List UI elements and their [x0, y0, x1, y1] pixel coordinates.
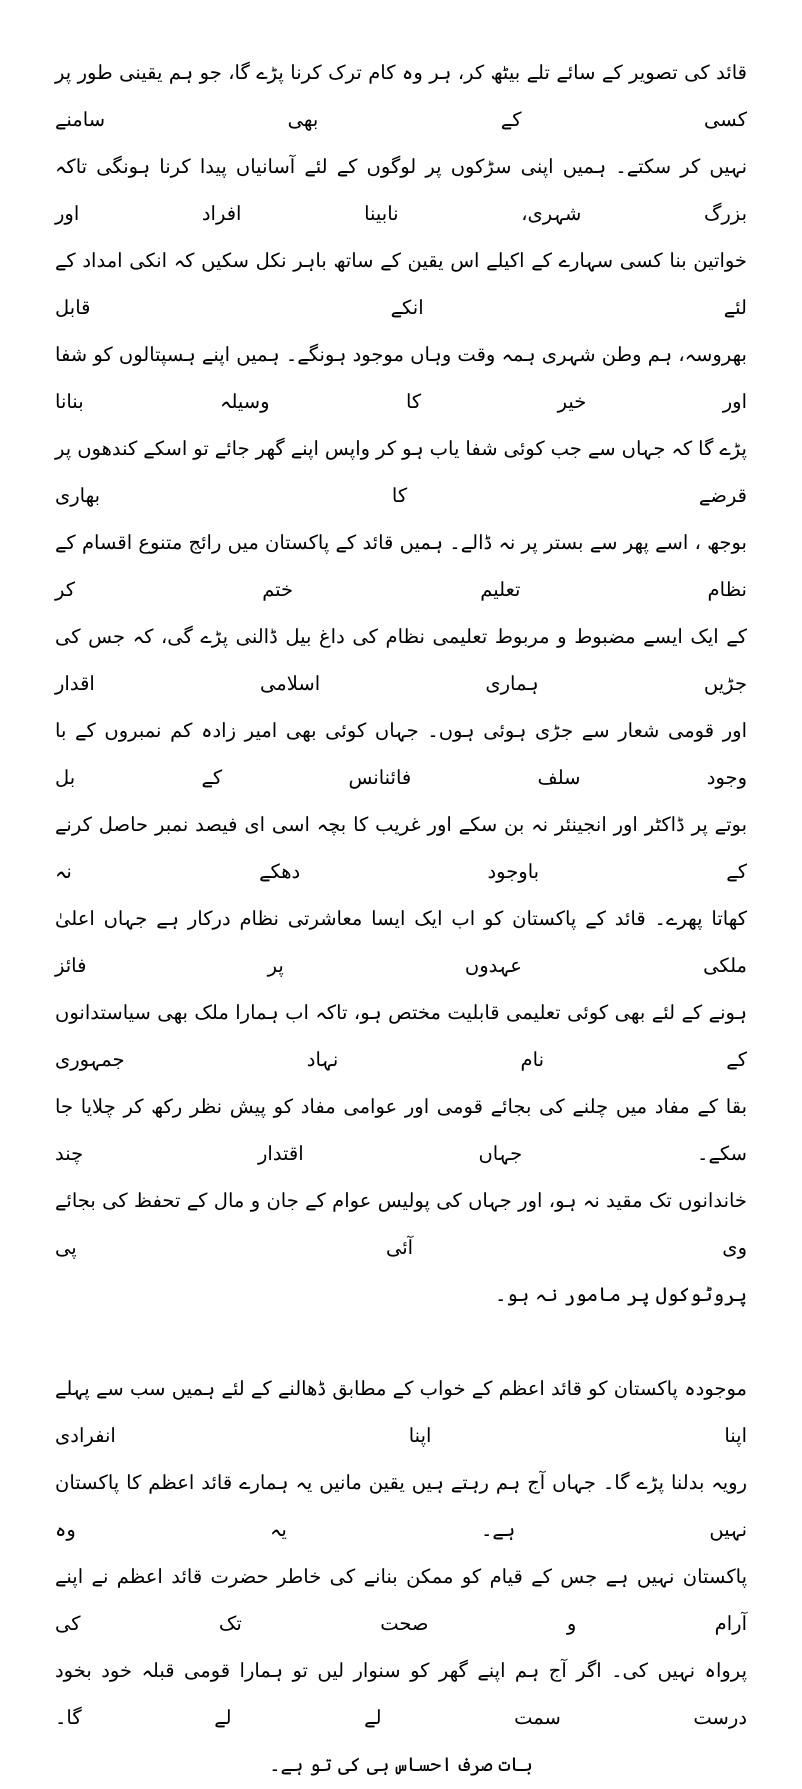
text-line: بقا کے مفاد میں چلنے کی بجائے قومی اور عوامی مفاد کو پیش نظر رکھ کر چلایا جا سکے۔ جہاں اقتدار چند	[55, 1097, 747, 1165]
text-line: کھاتا پھرے۔ قائد کے پاکستان کو اب ایک ایسا معاشرتی نظام درکار ہے جہاں اعلیٰ ملکی عہدوں پر فائز	[55, 909, 747, 977]
text-line: موجودہ پاکستان کو قائد اعظم کے خواب کے مطابق ڈھالنے کے لئے ہمیں سب سے پہلے اپنا اپنا انفرادی	[55, 1379, 747, 1447]
text-line: بات صرف احساس ہی کی تو ہے۔	[269, 1755, 533, 1776]
paragraph-2	[55, 1366, 747, 1789]
text-line: بوتے پر ڈاکٹر اور انجینئر نہ بن سکے اور غریب کا بچہ اسی ای فیصد نمبر حاصل کرنے کے باوجود دھکے نہ	[55, 815, 747, 883]
text-line: ہونے کے لئے بھی کوئی تعلیمی قابلیت مختص ہو، تاکہ اب ہمارا ملک بھی سیاستدانوں کے نام نہاد جمہوری	[55, 1003, 747, 1071]
paragraph-1	[55, 50, 747, 1319]
text-line: اور قومی شعار سے جڑی ہوئی ہوں۔ جہاں کوئی بھی امیر زادہ کم نمبروں کے با وجود سلف فائنانس کے بل	[55, 721, 747, 789]
text-line: پاکستان نہیں ہے جس کے قیام کو ممکن بنانے کی خاطر حضرت قائد اعظم نے اپنے آرام و صحت تک کی	[55, 1567, 747, 1635]
text-line: خواتین بنا کسی سہارے کے اکیلے اس یقین کے ساتھ باہر نکل سکیں کہ انکی امداد کے لئے انکے قابل	[55, 251, 747, 319]
text-line: نہیں کر سکتے۔ ہمیں اپنی سڑکوں پر لوگوں کے لئے آسانیاں پیدا کرنا ہونگی تاکہ بزرگ شہری، نابینا افراد اور	[55, 157, 747, 225]
document-body	[55, 50, 747, 1776]
text-line: پروٹوکول پر مامور نہ ہو۔	[494, 1285, 747, 1306]
text-line: کے ایک ایسے مضبوط و مربوط تعلیمی نظام کی داغ بیل ڈالنی پڑے گی، کہ جس کی جڑیں ہماری اسلامی اقدار	[55, 627, 747, 695]
text-line: بوجھ ، اسے پھر سے بستر پر نہ ڈالے۔ ہمیں قائد کے پاکستان میں رائج متنوع اقسام کے نظام تعلیم ختم کر	[55, 533, 747, 601]
text-line: پرواہ نہیں کی۔ اگر آج ہم اپنے گھر کو سنوار لیں تو ہمارا قومی قبلہ خود بخود درست سمت لے لے گا۔	[55, 1661, 747, 1729]
text-line: بھروسہ، ہم وطن شہری ہمہ وقت وہاں موجود ہونگے۔ ہمیں اپنے ہسپتالوں کو شفا اور خیر کا وسیلہ بنانا	[55, 345, 747, 413]
text-line: خاندانوں تک مقید نہ ہو، اور جہاں کی پولیس عوام کے جان و مال کے تحفظ کی بجائے وی آئی پی	[55, 1191, 747, 1259]
text-line: رویہ بدلنا پڑے گا۔ جہاں آج ہم رہتے ہیں یقین مانیں یہ ہمارے قائد اعظم کا پاکستان نہیں ہے۔ یہ وہ	[55, 1473, 747, 1541]
text-line: قائد کی تصویر کے سائے تلے بیٹھ کر، ہر وہ کام ترک کرنا پڑے گا، جو ہم یقینی طور پر کسی کے بھی سامنے	[55, 63, 747, 131]
text-line: پڑے گا کہ جہاں سے جب کوئی شفا یاب ہو کر واپس اپنے گھر جائے تو اسکے کندھوں پر قرضے کا بھاری	[55, 439, 747, 507]
